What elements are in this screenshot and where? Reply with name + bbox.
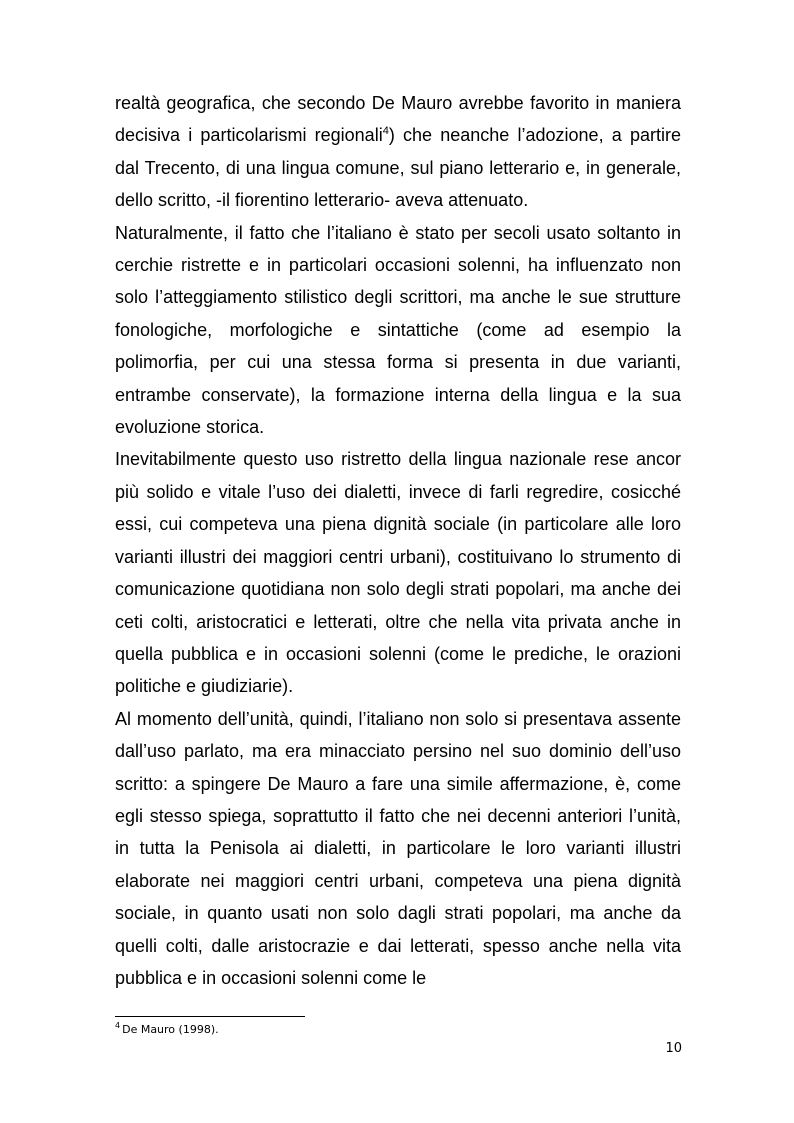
paragraph: Naturalmente, il fatto che l’italiano è stato per secoli usato soltanto in cerchie ristrette e in particolari occasioni solenni, ha influenzato non solo l’atteggiamento stilistico degli scrittori, ma anche le sue strutture fonologiche, morfologiche e sintattiche (come ad esempio la polimorfia, per cui una stessa forma si presenta in due varianti, entrambe conservate), la formazione interna della lingua e la sua evoluzione storica. xyxy=(115,222,681,438)
footnote xyxy=(115,1023,219,1037)
footnote-number: 4 xyxy=(115,1021,121,1031)
body-text xyxy=(115,87,681,994)
paragraph-text: realtà geografica, che secondo De Mauro avrebbe favorito in maniera decisiva i particolarismi regionali xyxy=(115,93,681,146)
paragraph: Al momento dell’unità, quindi, l’italiano non solo si presentava assente dall’uso parlato, ma era minacciato persino nel suo dominio dell’uso scritto: a spingere De Mauro a fare una simile affermazione, è, come egli stesso spiega, soprattutto il fatto che nei decenni anteriori l’unità, in tutta la Penisola ai dialetti, in particolare le loro varianti illustri elaborate nei maggiori centri urbani, competeva una piena dignità sociale, in quanto usati non solo dagli strati popolari, ma anche da quelli colti, dalle aristocrazie e dai letterati, spesso anche nella vita pubblica e in occasioni solenni come le xyxy=(115,708,681,988)
footnote-text: De Mauro (1998). xyxy=(122,1023,219,1036)
page-number: 10 xyxy=(665,1041,682,1056)
footnote-separator xyxy=(115,1016,305,1017)
paragraph: Inevitabilmente questo uso ristretto della lingua nazionale rese ancor più solido e vitale l’uso dei dialetti, invece di farli regredire, cosicché essi, cui competeva una piena dignità sociale (in particolare alle loro varianti illustri dei maggiori centri urbani), costituivano lo strumento di comunicazione quotidiana non solo degli strati popolari, ma anche dei ceti colti, aristocratici e letterati, oltre che nella vita privata anche in quella pubblica e in occasioni solenni (come le prediche, le orazioni politiche e giudiziarie). xyxy=(115,449,681,697)
footnote-reference[interactable]: 4 xyxy=(382,125,389,138)
paragraph xyxy=(115,87,681,217)
paragraph-text: ) che neanche l’adozione, a partire dal Trecento, di una lingua comune, sul piano letterario e, in generale, dello scritto, -il fiorentino letterario- aveva attenuato. xyxy=(115,125,681,211)
